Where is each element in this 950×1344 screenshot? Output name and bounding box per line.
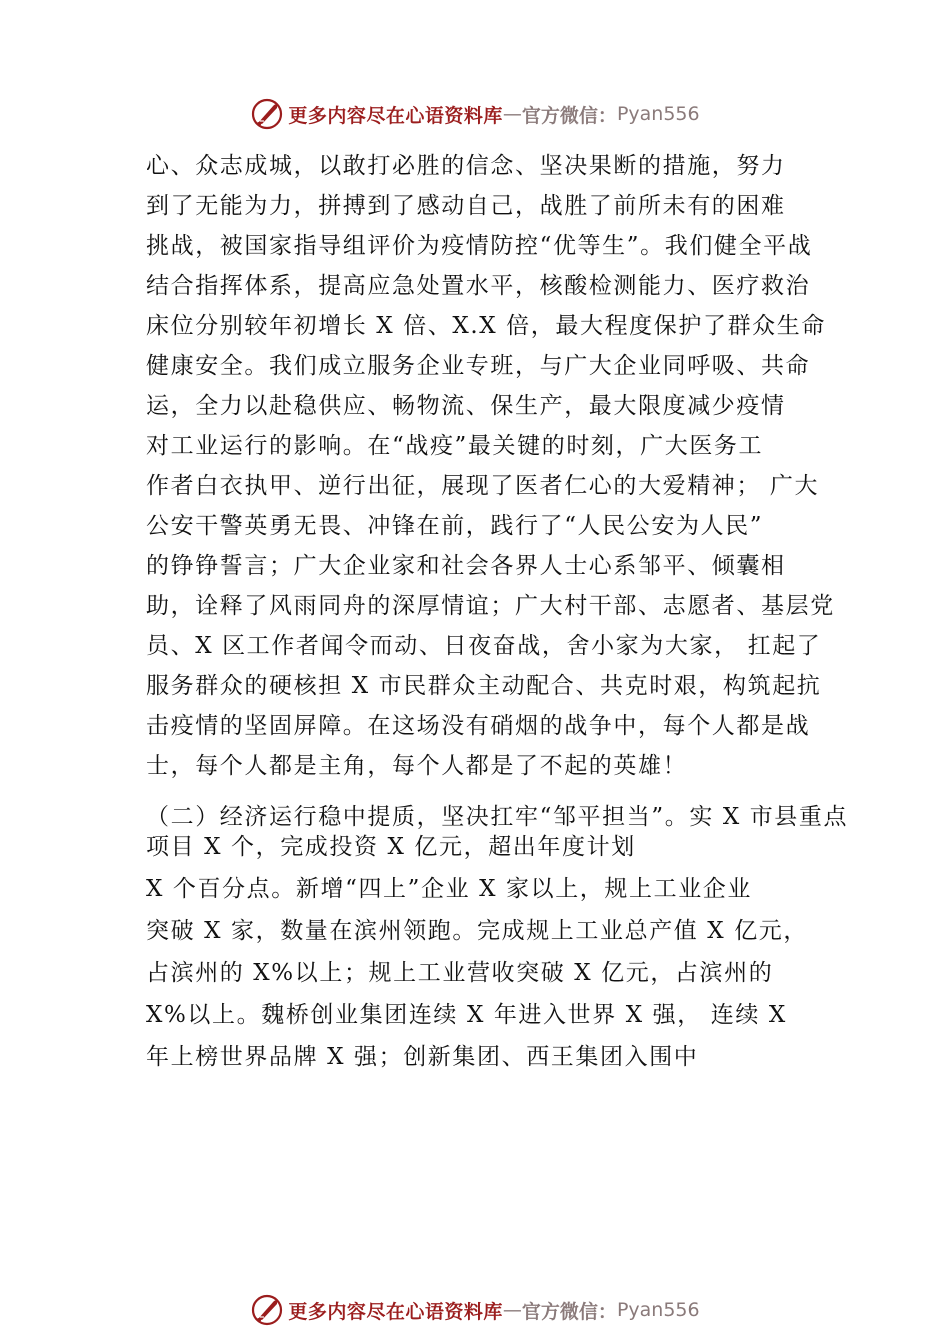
quill-pen-logo-icon: [250, 97, 284, 131]
footer-wechat-label: 官方微信：: [521, 1300, 617, 1323]
header-wechat-id: Pyan556: [616, 103, 700, 125]
text-line: 挑战，被国家指导组评价为疫情防控“优等生”。我们健全平战: [146, 233, 813, 259]
text-line: 公安干警英勇无畏、冲锋在前，践行了“人民公安为人民”: [146, 513, 764, 539]
text-line: 床位分别较年初增长 X 倍、X.X 倍，最大程度保护了群众生命: [146, 313, 826, 339]
text-line: 助，诠释了风雨同舟的深厚情谊；广大村干部、志愿者、基层党: [146, 593, 835, 619]
text-line: 作者白衣执甲、逆行出征，展现了医者仁心的大爱精神； 广大: [146, 473, 820, 499]
section-heading-line: （二）经济运行稳中提质，坚决扛牢“邹平担当”。实 X 市县重点: [146, 804, 849, 830]
text-line: 到了无能为力，拼搏到了感动自己，战胜了前所未有的困难: [146, 193, 786, 219]
footer-watermark: [0, 1290, 950, 1330]
text-line: 占滨州的 X%以上；规上工业营收突破 X 亿元，占滨州的: [146, 960, 774, 986]
text-line: 突破 X 家，数量在滨州领跑。完成规上工业总产值 X 亿元，: [146, 918, 808, 944]
text-line: 对工业运行的影响。在“战疫”最关键的时刻，广大医务工: [146, 433, 764, 459]
header-brand-text: 更多内容尽在心语资料库: [288, 104, 503, 127]
text-line: 的铮铮誓言；广大企业家和社会各界人士心系邹平、倾囊相: [146, 553, 786, 579]
text-line: 项目 X 个，完成投资 X 亿元，超出年度计划: [146, 834, 636, 860]
text-line: 心、众志成城，以敢打必胜的信念、坚决果断的措施，努力: [146, 153, 786, 179]
footer-wechat-id: Pyan556: [616, 1299, 700, 1321]
text-line: 运，全力以赴稳供应、畅物流、保生产，最大限度减少疫情: [146, 393, 786, 419]
text-line: 服务群众的硬核担 X 市民群众主动配合、共克时艰，构筑起抗: [146, 673, 822, 699]
text-line: 结合指挥体系，提高应急处置水平，核酸检测能力、医疗救治: [146, 273, 811, 299]
header-dash: —: [502, 103, 522, 125]
text-line: 士，每个人都是主角，每个人都是了不起的英雄！: [146, 753, 688, 779]
footer-dash: —: [502, 1299, 522, 1321]
text-line: 健康安全。我们成立服务企业专班，与广大企业同呼吸、共命: [146, 353, 811, 379]
quill-pen-logo-icon: [250, 1293, 284, 1327]
footer-brand-text: 更多内容尽在心语资料库: [288, 1300, 503, 1323]
header-watermark: [0, 94, 950, 134]
text-line: 击疫情的坚固屏障。在这场没有硝烟的战争中，每个人都是战: [146, 713, 811, 739]
text-line: X%以上。魏桥创业集团连续 X 年进入世界 X 强， 连续 X: [146, 1002, 787, 1028]
header-wechat-label: 官方微信：: [521, 104, 617, 127]
text-line: 员、X 区工作者闻令而动、日夜奋战，舍小家为大家， 扛起了: [146, 633, 822, 659]
text-line: X 个百分点。新增“四上”企业 X 家以上，规上工业企业: [146, 876, 752, 902]
text-line: 年上榜世界品牌 X 强；创新集团、西王集团入围中: [146, 1044, 699, 1070]
